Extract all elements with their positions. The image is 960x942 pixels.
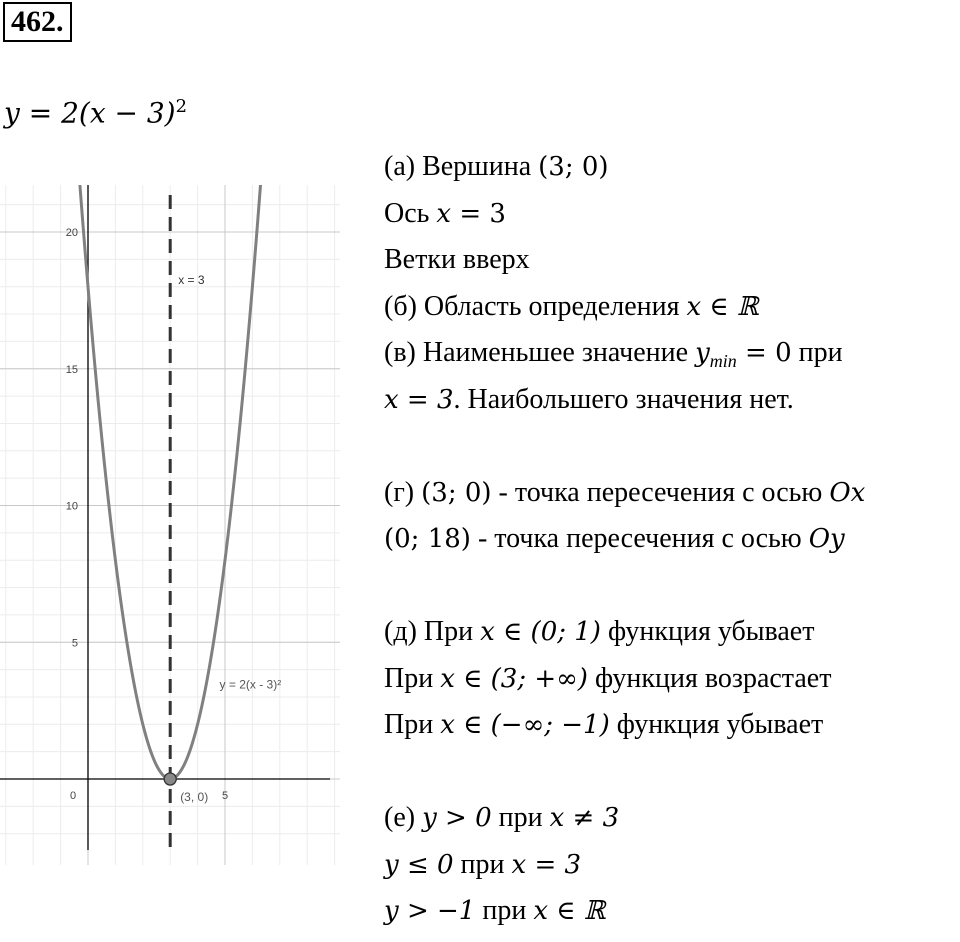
x-tick-label: 5 [221, 790, 229, 802]
answer-g-ox: (г) (3; 0) - точка пересечения с осью Ox [384, 476, 866, 508]
answer-a-vertex: (а) Вершина (3; 0) [384, 151, 609, 182]
vertex-point [164, 773, 176, 785]
answer-e-3: y > −1 при x ∈ ℝ [384, 895, 606, 926]
answer-g-oy: (0; 18) - точка пересечения с осью Oy [384, 523, 845, 554]
parabola-graph [0, 185, 340, 865]
vertex-label: (3, 0) [180, 790, 209, 804]
y-tick-label: 5 [71, 637, 78, 650]
problem-number: 462. [3, 2, 72, 42]
function-formula: $y = 2(x - 3)^2$ [4, 96, 188, 130]
y-tick-label: 20 [65, 227, 78, 239]
answer-e-2: y ≤ 0 при x = 3 [384, 848, 582, 880]
answer-v-min: (в) Наименьшее значение $y_{min} = 0$ при [384, 337, 843, 371]
answer-v-max: x = 3. Наибольшего значения нет. [384, 383, 794, 415]
y-tick-label: 10 [65, 500, 78, 513]
answer-branches: Ветки вверх [384, 244, 530, 275]
x-tick-label: 0 [69, 790, 77, 802]
symmetry-axis-label: x = 3 [178, 272, 205, 287]
answer-d-3: При x ∈ (−∞; −1) функция убывает [384, 709, 824, 740]
answer-d-2: При x ∈ (3; +∞) функция возрастает [384, 662, 832, 694]
answer-e-1: (е) y > 0 при x ≠ 3 [384, 802, 620, 833]
answer-axis: Ось x = 3 [384, 197, 506, 229]
answer-d-1: (д) При x ∈ (0; 1) функция убывает [384, 616, 815, 647]
y-tick-label: 15 [65, 363, 78, 376]
answer-b-domain: (б) Область определения x ∈ ℝ [384, 290, 759, 322]
answers-block [384, 144, 954, 935]
series-label: y = 2(x - 3)² [219, 677, 282, 692]
